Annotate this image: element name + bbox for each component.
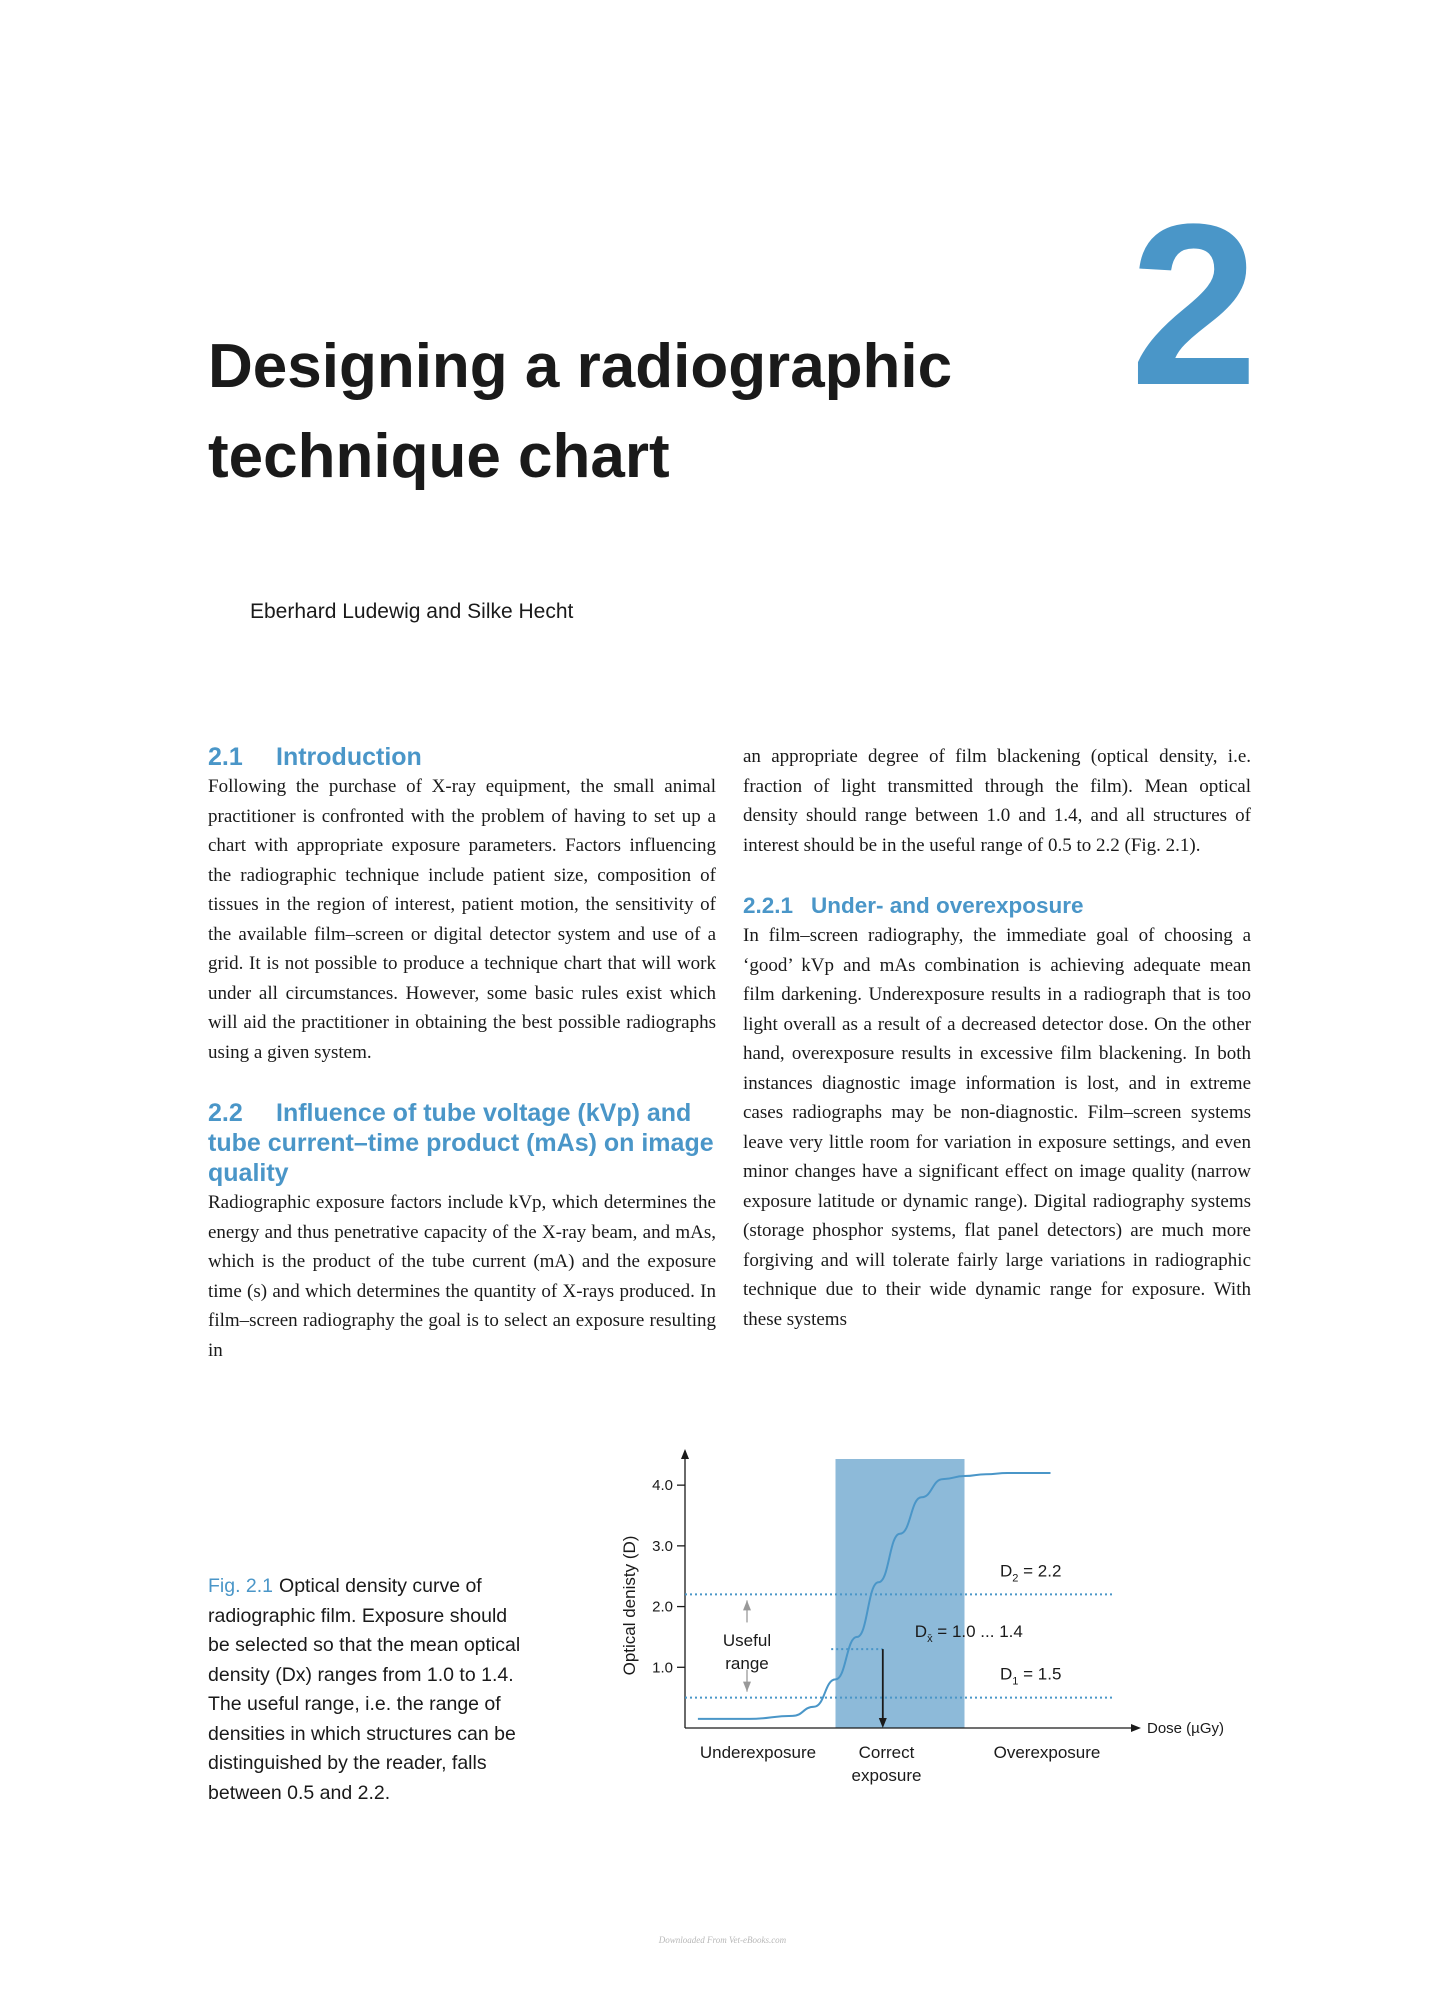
region-label-overexposure: Overexposure (993, 1743, 1101, 1762)
right-column (743, 742, 1251, 1334)
chapter-authors: Eberhard Ludewig and Silke Hecht (250, 600, 574, 623)
y-axis-label: Optical denisty (D) (620, 1535, 639, 1676)
chapter-title (208, 322, 1028, 502)
influence-continuation-paragraph: an appropriate degree of film blackening (optical density, i.e. fraction of light transmitted through the film). Mean optical density should range between 1.0 and 1.4, and all structures of interest should be in the useful range of 0.5 to 2.2 (Fig. 2.1). (743, 746, 1251, 856)
subsection-number: 2.2.1 (743, 893, 794, 918)
reference-line-label: $D_2 = 2.2$ (1000, 1561, 1062, 1585)
left-column (208, 742, 716, 1365)
useful-range-arrowhead-top (743, 1600, 751, 1610)
introduction-paragraph: Following the purchase of X-ray equipment, the small animal practitioner is confronted with the problem of having to set up a chart with appropriate exposure parameters. Factors influencing the radiographic technique include patient size, composition of tissues in the region of interest, patient motion, the sensitivity of the available film–screen or digital detector system and use of a grid. It is not possible to produce a technique chart that will work under all circumstances. However, some basic rules exist which will aid the practitioner in obtaining the best possible radiographs using a given system. (208, 776, 716, 1063)
useful-range-label-line-1: Useful (722, 1631, 772, 1651)
chapter-title-line-1: Designing a radiographic (208, 332, 953, 401)
chapter-title-line-2: technique chart (208, 422, 670, 491)
region-label-underexposure: Underexposure (699, 1743, 817, 1762)
chart-svg (600, 1428, 1250, 1808)
section-number: 2.2 (208, 1099, 243, 1127)
region-label-correct-line-2: exposure (851, 1766, 922, 1785)
useful-range-label-line-2: range (725, 1654, 769, 1674)
footer-watermark: Downloaded From Vet-eBooks.com (658, 1935, 787, 1945)
mean-density-label: $D_{x̄} = 1.0$ ... 1.4 (914, 1622, 1023, 1646)
region-label-correct-line-1: Correct (858, 1743, 915, 1762)
section-title: Influence of tube voltage (kVp) and tube current–time product (mAs) on image quality (208, 1099, 714, 1187)
figure-caption-text: Optical density curve of radiographic film. Exposure should be selected so that the mean optical density (Dx) ranges from 1.0 to 1.4. The useful range, i.e. the range of densities in which structures can be distinguished by the reader, falls between 0.5 and 2.2. (208, 1575, 521, 1804)
section-heading-influence (208, 1098, 716, 1188)
section-number: 2.1 (208, 743, 243, 771)
y-axis-arrowhead (681, 1449, 689, 1459)
figure-caption (208, 1572, 534, 1808)
section-title: Introduction (276, 743, 422, 771)
reference-line-label: $D_1 = 1.5$ (1000, 1664, 1062, 1688)
influence-paragraph: Radiographic exposure factors include kVp, which determines the energy and thus penetrative capacity of the X-ray beam, and mAs, which is the product of the tube current (mA) and the exposure time (s) and which determines the quantity of X-rays produced. In film–screen radiography the goal is to select an exposure resulting in (208, 1192, 716, 1361)
figure-label: Fig. 2.1 (208, 1575, 274, 1597)
section-heading-introduction (208, 742, 716, 772)
y-tick-label: 4.0 (652, 1477, 673, 1495)
subsection-title: Under- and overexposure (811, 893, 1084, 918)
subsection-heading-under-overexposure (743, 891, 1251, 921)
useful-range-arrowhead-bottom (743, 1682, 751, 1692)
y-tick-label: 3.0 (652, 1537, 673, 1555)
under-overexposure-paragraph: In film–screen radiography, the immediate goal of choosing a ‘good’ kVp and mAs combination is achieving adequate mean film darkening. Underexposure results in a radiograph that is too light overall as a result of a decreased detector dose. On the other hand, overexposure results in excessive film blackening. In both instances diagnostic image information is lost, and in extreme cases radiographs may be non-diagnostic. Film–screen systems leave very little room for variation in exposure settings, and even minor changes have a significant effect on image quality (narrow exposure latitude or dynamic range). Digital radiography systems (storage phosphor systems, flat panel detectors) are much more forgiving and will tolerate fairly large variations in radiographic technique due to their wide dynamic range for exposure. With these systems (743, 925, 1251, 1330)
optical-density-chart (600, 1428, 1250, 1813)
x-axis-label: Dose (µGy) (1147, 1720, 1224, 1737)
y-tick-label: 1.0 (652, 1659, 673, 1677)
y-tick-label: 2.0 (652, 1598, 673, 1616)
chapter-number: 2 (1130, 176, 1258, 433)
x-axis-arrowhead (1131, 1724, 1141, 1732)
